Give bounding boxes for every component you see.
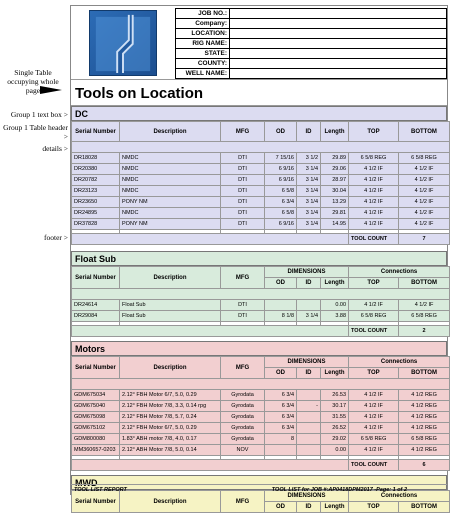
cell-od: 6 9/16: [265, 164, 297, 175]
job-info-value: [230, 39, 447, 49]
cell-mfg: DTI: [221, 186, 265, 197]
cell-od: 6 3/4: [265, 390, 297, 401]
cell-mfg: DTI: [221, 153, 265, 164]
float-sub-table: [71, 266, 450, 337]
tool-count-label: TOOL COUNT: [349, 234, 399, 245]
footer-blank: [72, 460, 349, 471]
col-header-connections: Connections: [349, 491, 450, 502]
cell-bottom: 4 1/2 IF: [399, 197, 450, 208]
group-motors: [71, 341, 447, 471]
col-header-bottom: BOTTOM: [399, 502, 450, 513]
cell-top: 6 5/8 REG: [349, 311, 399, 322]
cell-description: 2.12° FBH Motor 7/8, 3.3, 0.14 rpg: [120, 401, 221, 412]
cell-top: 4 1/2 IF: [349, 197, 399, 208]
col-header-serial: Serial Number: [72, 267, 120, 289]
group-title-dc: DC: [71, 106, 447, 121]
cell-length: 30.04: [321, 186, 349, 197]
cell-id: 3 1/4: [297, 219, 321, 230]
col-header-od: OD: [265, 122, 297, 142]
cell-serial: GDM675040: [72, 401, 120, 412]
cell-bottom: 4 1/2 IF: [399, 208, 450, 219]
cell-description: 2.12° FBH Motor 7/8, 5.7, 0.24: [120, 412, 221, 423]
col-header-top: TOP: [349, 122, 399, 142]
cell-bottom: 4 1/2 REG: [399, 445, 450, 456]
job-info-label: LOCATION:: [176, 29, 230, 39]
cell-length: 29.89: [321, 153, 349, 164]
job-info-value: [230, 29, 447, 39]
table-row: [72, 390, 450, 401]
col-header-id: ID: [297, 278, 321, 289]
job-info-row: [176, 69, 447, 79]
col-header-top: TOP: [349, 278, 399, 289]
col-header-description: Description: [120, 357, 221, 379]
table-row: [72, 186, 450, 197]
cell-od: 8 1/8: [265, 311, 297, 322]
cell-od: 6 3/4: [265, 423, 297, 434]
cell-bottom: 6 5/8 REG: [399, 434, 450, 445]
cell-mfg: Gyrodata: [221, 434, 265, 445]
col-header-length: Length: [321, 502, 349, 513]
footer-page-total: 2: [403, 487, 407, 493]
col-header-length: Length: [321, 368, 349, 379]
col-header-dimensions: DIMENSIONS: [265, 491, 349, 502]
job-info-value: [230, 49, 447, 59]
col-header-top: TOP: [349, 368, 399, 379]
cell-bottom: 6 5/8 REG: [399, 153, 450, 164]
cell-description: 2.12° FBH Motor 6/7, 5.0, 0.29: [120, 423, 221, 434]
cell-top: 4 1/2 IF: [349, 390, 399, 401]
annotation-details: details >: [42, 144, 68, 153]
job-info-row: [176, 49, 447, 59]
cell-description: NMDC: [120, 186, 221, 197]
tool-count-value: 2: [399, 326, 450, 337]
cell-id: 3 1/4: [297, 311, 321, 322]
job-info-label: RIG NAME:: [176, 39, 230, 49]
col-header-connections: Connections: [349, 357, 450, 368]
col-header-dimensions: DIMENSIONS: [265, 357, 349, 368]
cell-serial: DR24614: [72, 300, 120, 311]
cell-length: 29.02: [321, 434, 349, 445]
cell-mfg: DTI: [221, 175, 265, 186]
dc-rows: [72, 153, 450, 234]
cell-top: 4 1/2 IF: [349, 401, 399, 412]
col-header-top: TOP: [349, 502, 399, 513]
cell-length: 13.29: [321, 197, 349, 208]
job-info-row: [176, 39, 447, 49]
job-info-value: [230, 59, 447, 69]
job-info-value: [230, 19, 447, 29]
table-row: [72, 153, 450, 164]
table-row: [72, 401, 450, 412]
cell-length: 29.06: [321, 164, 349, 175]
cell-serial: MM360657-0203: [72, 445, 120, 456]
cell-bottom: 4 1/2 REG: [399, 412, 450, 423]
job-info-label: COUNTY:: [176, 59, 230, 69]
cell-od: 6 3/4: [265, 197, 297, 208]
col-header-mfg: MFG: [221, 357, 265, 379]
col-header-serial: Serial Number: [72, 357, 120, 379]
col-header-od: OD: [265, 278, 297, 289]
footer-job-page: TOOL LIST for JOB #:AP0418DPM2017 -Page: 1 of 2: [271, 487, 407, 493]
job-info-label: WELL NAME:: [176, 69, 230, 79]
cell-od: 6 3/4: [265, 401, 297, 412]
cell-od: [265, 300, 297, 311]
cell-od: 8: [265, 434, 297, 445]
cell-bottom: 4 1/2 REG: [399, 401, 450, 412]
cell-length: 29.81: [321, 208, 349, 219]
cell-mfg: Gyrodata: [221, 423, 265, 434]
cell-top: 4 1/2 IF: [349, 186, 399, 197]
cell-top: 4 1/2 IF: [349, 300, 399, 311]
table-row: [72, 423, 450, 434]
cell-top: 4 1/2 IF: [349, 164, 399, 175]
group-title-float-sub: Float Sub: [71, 251, 447, 266]
group-title-mwd: MWD: [71, 475, 447, 490]
cell-bottom: 4 1/2 IF: [399, 186, 450, 197]
cell-description: NMDC: [120, 164, 221, 175]
table-row: [72, 412, 450, 423]
cell-description: 1.83° ABH motor 7/8, 4.0, 0.17: [120, 434, 221, 445]
row-spacer: [72, 289, 450, 300]
cell-id: [297, 412, 321, 423]
cell-mfg: DTI: [221, 208, 265, 219]
job-info-value: [230, 69, 447, 79]
group-title-motors: Motors: [71, 341, 447, 356]
company-logo: [89, 10, 157, 76]
cell-id: 3 1/4: [297, 186, 321, 197]
job-info-row: [176, 29, 447, 39]
cell-serial: GDM675098: [72, 412, 120, 423]
cell-top: 6 5/8 REG: [349, 153, 399, 164]
cell-id: 3 1/2: [297, 153, 321, 164]
cell-mfg: Gyrodata: [221, 412, 265, 423]
cell-id: [297, 445, 321, 456]
job-info-row: [176, 9, 447, 19]
cell-bottom: 6 5/8 REG: [399, 311, 450, 322]
cell-top: 4 1/2 IF: [349, 208, 399, 219]
job-info-row: [176, 19, 447, 29]
cell-od: 6 3/4: [265, 412, 297, 423]
cell-od: 6 5/8: [265, 186, 297, 197]
cell-serial: DR37828: [72, 219, 120, 230]
col-header-length: Length: [321, 122, 349, 142]
page-title: Tools on Location: [71, 80, 447, 106]
cell-id: 3 1/4: [297, 208, 321, 219]
annotation-footer: footer >: [43, 233, 68, 242]
float-sub-rows: [72, 300, 450, 326]
motors-rows: [72, 390, 450, 460]
cell-od: [265, 445, 297, 456]
cell-description: PONY NM: [120, 197, 221, 208]
cell-top: 4 1/2 IF: [349, 175, 399, 186]
cell-length: 0.00: [321, 300, 349, 311]
cell-serial: GDM675102: [72, 423, 120, 434]
tool-count-value: 7: [399, 234, 450, 245]
cell-serial: DR24895: [72, 208, 120, 219]
tool-count-label: TOOL COUNT: [349, 326, 399, 337]
job-info-value: [230, 9, 447, 19]
cell-bottom: 4 1/2 REG: [399, 423, 450, 434]
cell-bottom: 4 1/2 IF: [399, 300, 450, 311]
cell-description: Float Sub: [120, 300, 221, 311]
cell-length: 3.88: [321, 311, 349, 322]
row-spacer: [72, 379, 450, 390]
cell-description: 2.12° ABH Motor 7/8, 5.0, 0.14: [120, 445, 221, 456]
cell-length: 14.95: [321, 219, 349, 230]
cell-bottom: 4 1/2 IF: [399, 164, 450, 175]
cell-mfg: DTI: [221, 164, 265, 175]
group-float-sub: [71, 251, 447, 337]
cell-bottom: 4 1/2 IF: [399, 175, 450, 186]
table-row: [72, 197, 450, 208]
footer-report-name: TOOL LIST REPORT: [74, 487, 127, 493]
row-spacer: [72, 142, 450, 153]
cell-id: [297, 423, 321, 434]
col-header-dimensions: DIMENSIONS: [265, 267, 349, 278]
col-header-bottom: BOTTOM: [399, 278, 450, 289]
cell-top: 4 1/2 IF: [349, 219, 399, 230]
cell-length: 28.97: [321, 175, 349, 186]
cell-serial: DR20380: [72, 164, 120, 175]
col-header-serial: Serial Number: [72, 491, 120, 513]
cell-description: NMDC: [120, 208, 221, 219]
cell-top: 4 1/2 IF: [349, 412, 399, 423]
job-info-row: [176, 59, 447, 69]
col-header-description: Description: [120, 267, 221, 289]
motors-table: [71, 356, 450, 471]
cell-mfg: Gyrodata: [221, 390, 265, 401]
cell-serial: GDM675034: [72, 390, 120, 401]
cell-id: [297, 390, 321, 401]
cell-serial: DR23650: [72, 197, 120, 208]
tool-count-value: 6: [399, 460, 450, 471]
col-header-od: OD: [265, 368, 297, 379]
annotation-arrow: [40, 86, 62, 94]
col-header-length: Length: [321, 278, 349, 289]
cell-description: PONY NM: [120, 219, 221, 230]
cell-id: [297, 434, 321, 445]
cell-description: Float Sub: [120, 311, 221, 322]
cell-id: 3 1/4: [297, 175, 321, 186]
cell-od: 6 9/16: [265, 219, 297, 230]
cell-serial: DR18028: [72, 153, 120, 164]
footer-blank: [72, 326, 349, 337]
cell-mfg: DTI: [221, 300, 265, 311]
tool-count-label: TOOL COUNT: [349, 460, 399, 471]
cell-length: 26.53: [321, 390, 349, 401]
cell-serial: DR29084: [72, 311, 120, 322]
col-header-bottom: BOTTOM: [399, 368, 450, 379]
col-header-id: ID: [297, 122, 321, 142]
cell-top: 4 1/2 IF: [349, 423, 399, 434]
cell-length: 0.00: [321, 445, 349, 456]
page-footer: [71, 484, 447, 494]
cell-serial: DR23123: [72, 186, 120, 197]
table-row: [72, 208, 450, 219]
cell-length: 30.17: [321, 401, 349, 412]
col-header-bottom: BOTTOM: [399, 122, 450, 142]
col-header-description: Description: [120, 122, 221, 142]
job-info-label: STATE:: [176, 49, 230, 59]
annotation-group-header: Group 1 Table header >: [3, 123, 68, 141]
col-header-mfg: MFG: [221, 267, 265, 289]
cell-length: 26.52: [321, 423, 349, 434]
cell-bottom: 4 1/2 REG: [399, 390, 450, 401]
table-row: [72, 434, 450, 445]
job-info-table: [175, 8, 447, 79]
col-header-id: ID: [297, 368, 321, 379]
col-header-mfg: MFG: [221, 122, 265, 142]
annotation-single-table: Single Table occupying whole page: [7, 68, 59, 95]
cell-description: 2.12° FBH Motor 6/7, 5.0, 0.29: [120, 390, 221, 401]
logo-mark-icon: [90, 11, 156, 75]
footer-blank: [72, 234, 349, 245]
col-header-connections: Connections: [349, 267, 450, 278]
table-row: [72, 164, 450, 175]
group-dc: [71, 106, 447, 245]
table-row: [72, 311, 450, 322]
dc-table: [71, 121, 450, 245]
cell-id: 3 1/4: [297, 164, 321, 175]
cell-mfg: DTI: [221, 197, 265, 208]
cell-mfg: Gyrodata: [221, 401, 265, 412]
cell-serial: DR20782: [72, 175, 120, 186]
cell-length: 31.55: [321, 412, 349, 423]
cell-description: NMDC: [120, 153, 221, 164]
col-header-mfg: MFG: [221, 491, 265, 513]
table-row: [72, 300, 450, 311]
cell-serial: GDM800080: [72, 434, 120, 445]
table-row: [72, 175, 450, 186]
cell-top: 6 5/8 REG: [349, 434, 399, 445]
col-header-id: ID: [297, 502, 321, 513]
cell-id: -: [297, 401, 321, 412]
table-row: [72, 219, 450, 230]
cell-id: 3 1/4: [297, 197, 321, 208]
col-header-od: OD: [265, 502, 297, 513]
table-row: [72, 445, 450, 456]
group-mwd: [71, 475, 447, 513]
annotation-group-text-box: Group 1 text box >: [10, 110, 68, 119]
job-info-label: Company:: [176, 19, 230, 29]
cell-od: 6 5/8: [265, 208, 297, 219]
col-header-description: Description: [120, 491, 221, 513]
cell-mfg: DTI: [221, 311, 265, 322]
cell-mfg: NOV: [221, 445, 265, 456]
report-page: [70, 5, 448, 510]
cell-bottom: 4 1/2 IF: [399, 219, 450, 230]
cell-top: 4 1/2 IF: [349, 445, 399, 456]
cell-od: 6 9/16: [265, 175, 297, 186]
report-header: [71, 6, 447, 80]
cell-mfg: DTI: [221, 219, 265, 230]
cell-id: [297, 300, 321, 311]
job-info-label: JOB NO.:: [176, 9, 230, 19]
cell-od: 7 15/16: [265, 153, 297, 164]
col-header-serial: Serial Number: [72, 122, 120, 142]
cell-description: NMDC: [120, 175, 221, 186]
